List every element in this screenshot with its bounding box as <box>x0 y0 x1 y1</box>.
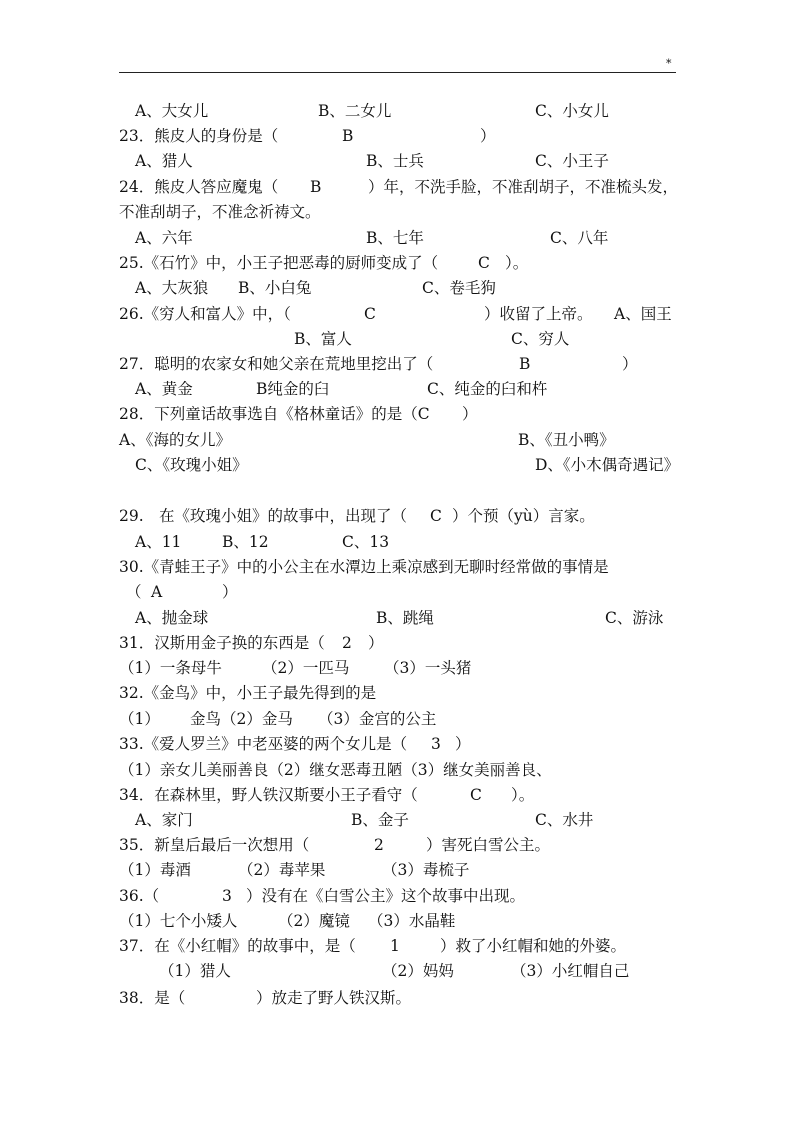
text-line-l13: 不准刮胡子，不准念祈祷文。 <box>119 203 321 221</box>
text-line-l26: A、国王 <box>614 305 672 323</box>
text-line-l4: 23．熊皮人的身份是（ <box>119 127 279 145</box>
text-line-l19: ）。 <box>505 254 529 272</box>
text-line-l50: A <box>151 583 163 601</box>
text-line-l9: C、小王子 <box>535 152 609 170</box>
text-line-l86: （3）水晶鞋 <box>368 912 456 930</box>
text-line-l20: A、大灰狼 <box>135 279 209 297</box>
text-line-l57: ） <box>368 634 384 652</box>
text-line-l32: A、黄金 <box>135 380 193 398</box>
text-line-l59: （2）一匹马 <box>262 659 350 677</box>
text-line-l70: C <box>470 786 482 804</box>
text-line-l22: C、卷毛狗 <box>422 279 496 297</box>
text-line-l27: B、富人 <box>294 330 352 348</box>
text-line-l6: ） <box>480 127 496 145</box>
text-line-l45: A、11 <box>135 533 182 551</box>
text-line-l64: （3）金宫的公主 <box>318 710 437 728</box>
text-line-l87: 37．在《小红帽》的故事中，是（ <box>119 937 356 955</box>
text-line-l91: （2）妈妈 <box>382 962 454 980</box>
header-rule <box>119 72 676 73</box>
text-line-l62: （1） <box>119 710 160 728</box>
text-line-l92: （3）小红帽自己 <box>511 962 630 980</box>
text-line-l79: （2）毒苹果 <box>238 861 326 879</box>
text-line-l47: C、13 <box>342 533 390 551</box>
text-line-l71: ）。 <box>511 786 535 804</box>
text-line-l23: 26.《穷人和富人》中，（ <box>119 305 291 323</box>
text-line-l90: （1）猎人 <box>159 962 231 980</box>
text-line-l75: 35．新皇后最后一次想用（ <box>119 836 310 854</box>
text-line-l85: （2）魔镜 <box>278 912 350 930</box>
text-line-l65: 33.《爱人罗兰》中老巫婆的两个女儿是（ <box>119 735 408 753</box>
text-line-l53: B、跳绳 <box>376 609 434 627</box>
text-line-l63: 金鸟（2）金马 <box>190 710 293 728</box>
text-line-l77: ）害死白雪公主。 <box>426 836 551 854</box>
text-line-l10: 24．熊皮人答应魔鬼（ <box>119 178 279 196</box>
text-line-l21: B、小白兔 <box>238 279 312 297</box>
text-line-l67: ） <box>455 735 471 753</box>
text-line-l34: C、纯金的臼和杵 <box>427 380 548 398</box>
text-line-l17: 25.《石竹》中，小王子把恶毒的厨师变成了（ <box>119 254 439 272</box>
text-line-l69: 34．在森林里，野人铁汉斯要小王子看守（ <box>119 786 418 804</box>
text-line-l29: 27．聪明的农家女和她父亲在荒地里挖出了（ <box>119 355 434 373</box>
text-line-l16: C、八年 <box>550 229 609 247</box>
text-line-l5: B <box>342 127 354 145</box>
text-line-l15: B、七年 <box>366 229 424 247</box>
text-line-l54: C、游泳 <box>605 609 664 627</box>
text-line-l89: ）救了小红帽和她的外婆。 <box>440 937 627 955</box>
text-line-l42: 在《玫瑰小姐》的故事中，出现了（ <box>159 507 408 525</box>
text-line-l78: （1）毒酒 <box>119 861 191 879</box>
text-line-l93: 38．是（ <box>119 989 186 1007</box>
text-line-l81: 36.（ <box>119 887 160 905</box>
text-line-l74: C、水井 <box>535 811 594 829</box>
text-line-l14: A、六年 <box>135 229 193 247</box>
text-line-l41: 29. <box>119 507 144 525</box>
text-line-l11: B <box>310 178 322 196</box>
text-line-l24: C <box>364 305 376 323</box>
text-line-l80: （3）毒梳子 <box>382 861 470 879</box>
text-line-l48: 30.《青蛙王子》中的小公主在水潭边上乘凉感到无聊时经常做的事情是 <box>119 558 609 576</box>
header-mark: * <box>666 57 672 70</box>
text-line-l51: ） <box>222 583 238 601</box>
text-line-l30: B <box>519 355 531 373</box>
text-line-l60: （3）一头猪 <box>384 659 472 677</box>
text-line-l28: C、穷人 <box>511 330 570 348</box>
text-line-l82: 3 <box>222 887 232 905</box>
text-line-l40: D、《小木偶奇遇记》 <box>535 456 680 474</box>
text-line-l46: B、12 <box>222 533 269 551</box>
text-line-l7: A、猎人 <box>135 152 193 170</box>
text-line-l39: C、《玫瑰小姐》 <box>135 456 248 474</box>
text-line-l88: 1 <box>390 937 400 955</box>
text-line-l25: ）收留了上帝。 <box>484 305 593 323</box>
text-line-l66: 3 <box>431 735 441 753</box>
text-line-l1: A、大女儿 <box>135 102 209 120</box>
text-line-l31: ） <box>622 355 638 373</box>
text-line-l8: B、士兵 <box>366 152 424 170</box>
text-line-l58: （1）一条母牛 <box>119 659 222 677</box>
text-line-l33: B纯金的臼 <box>256 380 330 398</box>
text-line-l56: 2 <box>342 634 352 652</box>
text-line-l73: B、金子 <box>351 811 409 829</box>
text-line-l94: ）放走了野人铁汉斯。 <box>256 989 412 1007</box>
text-line-l36: ） <box>462 405 478 423</box>
text-line-l12: ）年，不洗手脸，不准刮胡子，不准梳头发， <box>368 178 679 196</box>
text-line-l84: （1）七个小矮人 <box>119 912 238 930</box>
text-line-l83: ）没有在《白雪公主》这个故事中出现。 <box>246 887 526 905</box>
text-line-l52: A、抛金球 <box>135 609 209 627</box>
text-line-l43: C <box>430 507 442 525</box>
text-line-l61: 32.《金鸟》中，小王子最先得到的是 <box>119 684 377 702</box>
text-line-l55: 31．汉斯用金子换的东西是（ <box>119 634 325 652</box>
text-line-l3: C、小女儿 <box>535 102 609 120</box>
text-line-l35: 28．下列童话故事选自《格林童话》的是（C <box>119 405 430 423</box>
text-line-l68: （1）亲女儿美丽善良（2）继女恶毒丑陋（3）继女美丽善良、 <box>119 761 552 779</box>
text-line-l37: A、《海的女儿》 <box>119 431 231 449</box>
text-line-l49: （ <box>126 583 142 601</box>
text-line-l18: C <box>478 254 490 272</box>
text-line-l2: B、二女儿 <box>318 102 392 120</box>
text-line-l76: 2 <box>374 836 384 854</box>
text-line-l38: B、《丑小鸭》 <box>518 431 615 449</box>
text-line-l72: A、家门 <box>135 811 193 829</box>
text-line-l44: ）个预（yù）言家。 <box>452 507 595 525</box>
